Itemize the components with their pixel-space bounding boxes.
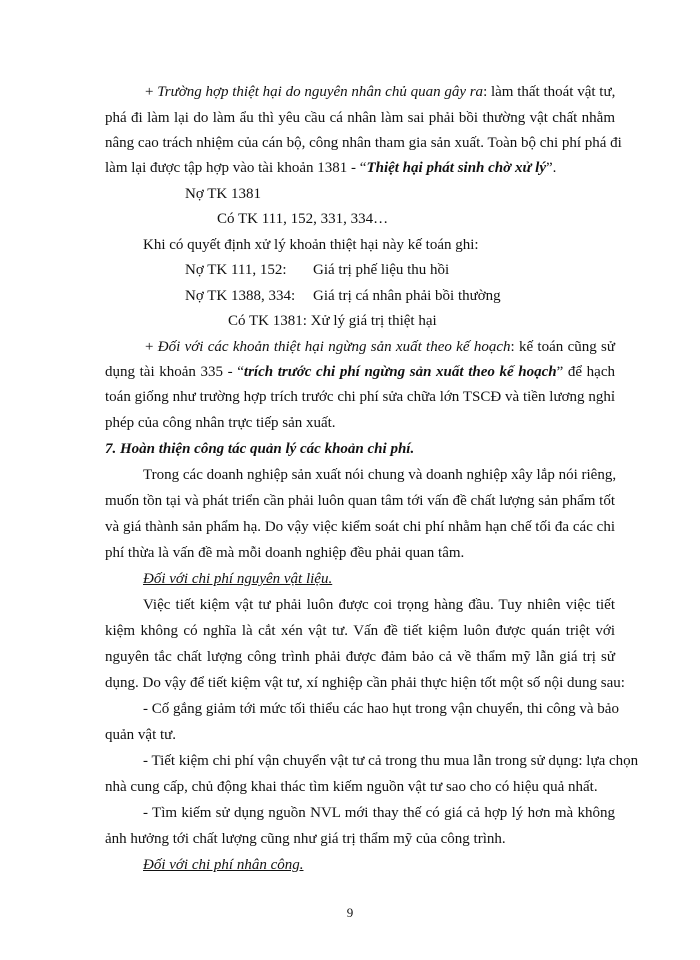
para2-line2-start: dụng tài khoản 335 - “ xyxy=(105,364,244,380)
para1-line4-start: làm lại được tập hợp vào tài khoản 1381 - “ xyxy=(105,160,367,176)
para2-line4: phép của công nhân trực tiếp sản xuất. xyxy=(105,415,336,431)
para1-line2: phá đi làm lại do làm ẩu thì yêu cầu cá nhân làm sai phải bồi thường vật chất nhằm xyxy=(105,110,615,126)
para1-line4-end: ”. xyxy=(546,160,557,176)
case-title-italic: Trường hợp thiệt hại do nguyên nhân chủ quan gây ra xyxy=(157,84,484,100)
section7-p1-line3: và giá thành sản phẩm hạ. Do vậy việc kiểm soát chi phí nhằm hạn chế tối đa các chi xyxy=(105,519,615,535)
bullet3-line2: ảnh hưởng tới chất lượng cũng như giá trị thẩm mỹ của công trình. xyxy=(105,831,506,847)
entry-credit-1381: Có TK 1381: Xử lý giá trị thiệt hại xyxy=(228,313,437,329)
para2-line1-rest: : kế toán cũng sử xyxy=(510,339,616,355)
decision-note: Khi có quyết định xử lý khoản thiệt hại này kế toán ghi: xyxy=(143,237,479,253)
entry-credit-list: Có TK 111, 152, 331, 334… xyxy=(217,211,389,227)
section-heading: 7. Hoàn thiện công tác quản lý các khoản chi phí. xyxy=(105,441,415,457)
para1-line4 xyxy=(105,159,556,177)
bullet: + xyxy=(145,339,158,355)
para2-line3: toán giống như trường hợp trích trước chi phí sửa chữa lớn TSCĐ và tiền lương nghỉ xyxy=(105,389,615,405)
para1-line3: nâng cao trách nhiệm của cán bộ, công nhân tham gia sản xuất. Toàn bộ chi phí phá đi xyxy=(105,135,622,151)
entry-debit-1388-334: Nợ TK 1388, 334: xyxy=(185,288,296,304)
section7-p1-line1: Trong các doanh nghiệp sản xuất nói chung và doanh nghiệp xây lắp nói riêng, xyxy=(143,467,617,483)
bullet1-line1: - Cố gắng giảm tới mức tối thiểu các hao hụt trong vận chuyển, thi công và bảo xyxy=(143,701,619,717)
section7-p1-line4: phí thừa là vấn đề mà mỗi doanh nghiệp đều phải quan tâm. xyxy=(105,545,465,561)
account-name-bold: Thiệt hại phát sinh chờ xử lý xyxy=(366,160,547,176)
page-number: 9 xyxy=(346,905,354,920)
section7-p2-line1: Việc tiết kiệm vật tư phải luôn được coi trọng hàng đầu. Tuy nhiên việc tiết xyxy=(143,597,615,613)
section7-p2-line2: kiệm không có nghĩa là cắt xén vật tư. Vấn đề tiết kiệm luôn được quán triệt với xyxy=(105,623,615,639)
entry-scrap-value: Giá trị phế liệu thu hồi xyxy=(313,262,450,278)
bullet: + xyxy=(145,84,158,100)
bullet2-line1: - Tiết kiệm chi phí vận chuyển vật tư cả trong thu mua lẫn trong sử dụng: lựa chọn xyxy=(143,753,639,769)
bullet2-line2: nhà cung cấp, chủ động khai thác tìm kiếm nguồn vật tư sao cho có hiệu quả nhất. xyxy=(105,779,598,795)
material-subheading: Đối với chi phí nguyên vật liệu. xyxy=(143,571,333,587)
section7-p2-line3: nguyên tắc chất lượng công trình phải được đảm bảo cả về thẩm mỹ lẫn giá trị sử xyxy=(105,649,615,665)
para1-line1 xyxy=(145,83,615,101)
entry-personal-comp: Giá trị cá nhân phải bồi thường xyxy=(313,288,501,304)
entry-debit-1381: Nợ TK 1381 xyxy=(185,186,261,202)
bullet3-line1: - Tìm kiếm sử dụng nguồn NVL mới thay thế có giá cả hợp lý hơn mà không xyxy=(143,805,615,821)
section7-p2-line4: dụng. Do vậy để tiết kiệm vật tư, xí nghiệp cần phải thực hiện tốt một số nội dung sau: xyxy=(105,675,625,691)
labor-subheading: Đối với chi phí nhân công. xyxy=(143,857,304,873)
para2-line1 xyxy=(145,338,615,356)
entry-debit-111-152: Nợ TK 111, 152: xyxy=(185,262,287,278)
case-title-italic: Đối với các khoản thiệt hại ngừng sản xuất theo kế hoạch xyxy=(157,339,511,355)
account-name-bold: trích trước chi phí ngừng sản xuất theo kế hoạch xyxy=(243,364,557,380)
para1-line1-rest: : làm thất thoát vật tư, xyxy=(483,84,616,100)
section7-p1-line2: muốn tồn tại và phát triển cần phải luôn quan tâm tới vấn đề chất lượng sản phẩm tốt xyxy=(105,493,615,509)
bullet1-line2: quản vật tư. xyxy=(105,727,177,743)
para2-line2-end: ” để hạch xyxy=(556,364,615,380)
para2-line2 xyxy=(105,363,615,381)
